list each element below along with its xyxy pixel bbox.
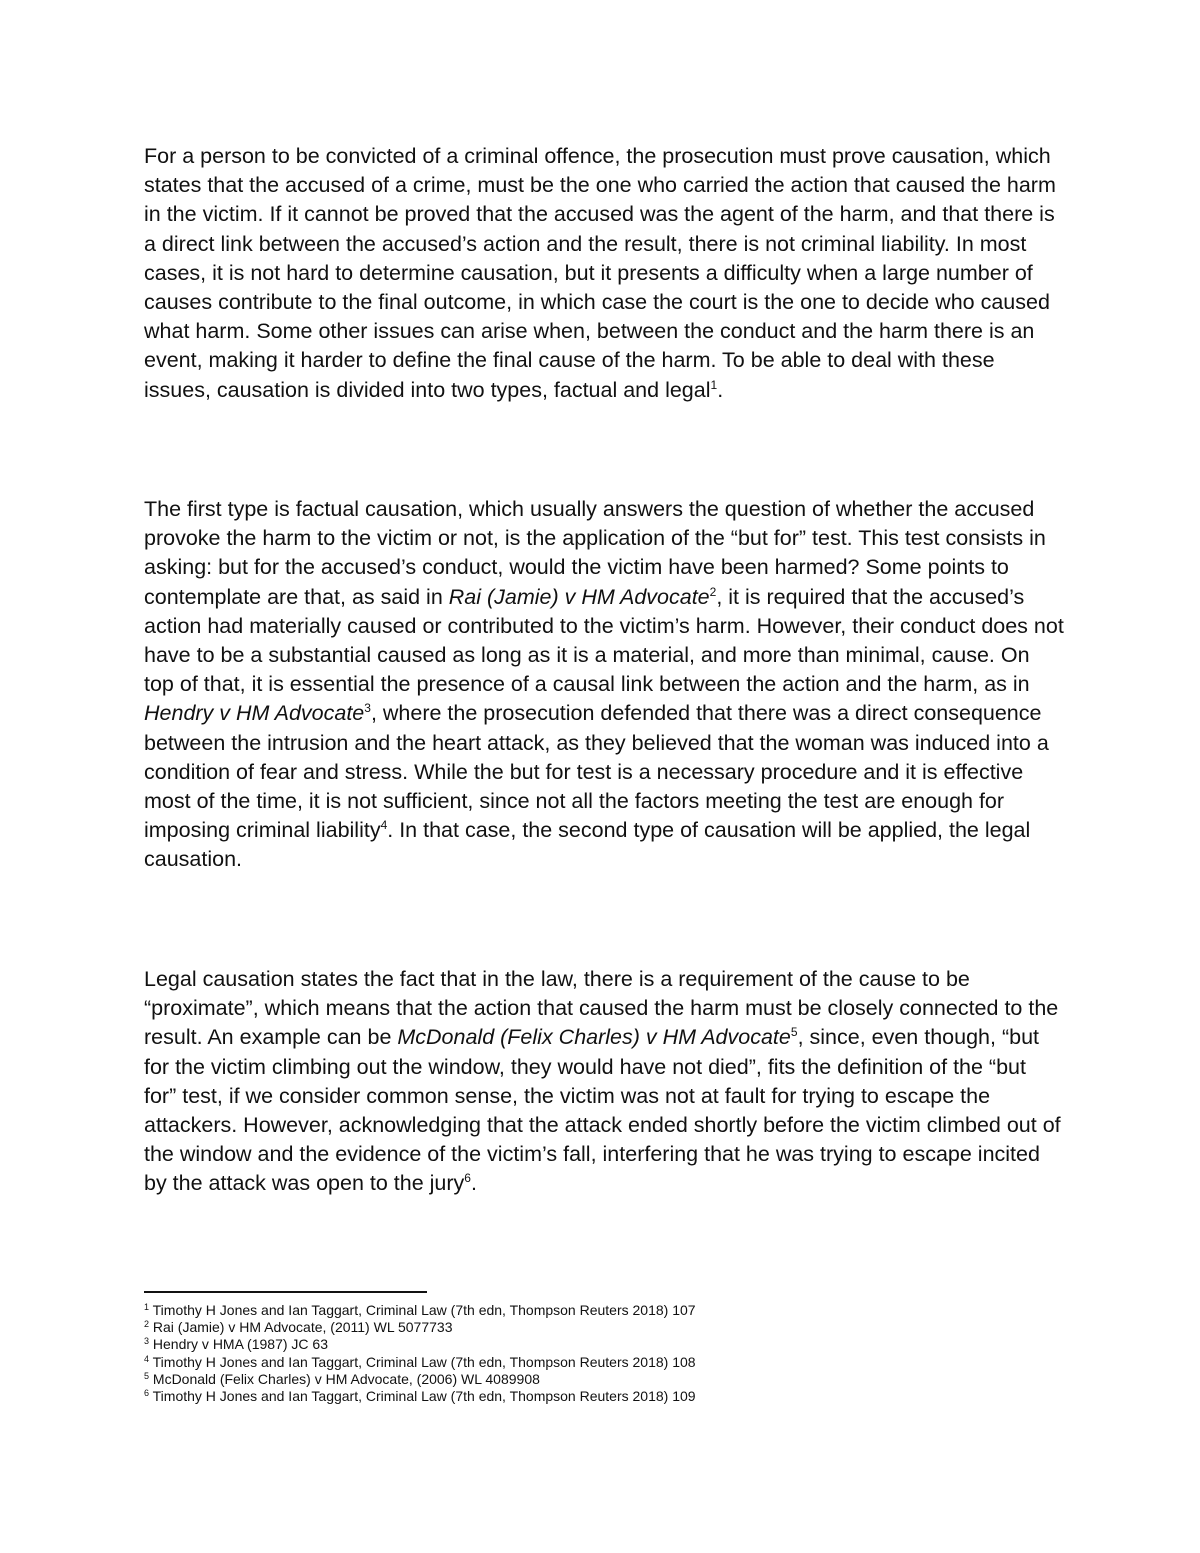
footnote-ref: 2 [709,584,717,599]
footnote-separator [144,1291,427,1293]
footnote-1: $^1$ Timothy H Jones and Ian Taggart, Criminal Law (7th edn, Thompson Reuters 2018) 107 [144,1302,696,1318]
case-name: Hendry v HM Advocate [144,701,365,726]
paragraph-causation-intro: For a person to be convicted of a criminal offence, the prosecution must prove causation, which states that the accused of a crime, must be the one who carried the action that caused the harm in the victim. If it cannot be proved that the accused was the agent of the harm, and that there is a direct link between the accused’s action and the result, there is not criminal liability. In most cases, it is not hard to determine causation, but it presents a difficulty when a large number of causes contribute to the final outcome, in which case the court is the one to decide who caused what harm. Some other issues can arise when, between the conduct and the harm there is an event, making it harder to define the final cause of the harm. To be able to deal with these issues, causation is divided into two types, factual and legal$^1$. [144,144,1056,402]
footnote-ref: 6 [464,1171,471,1186]
footnote-ref: 4 [380,818,388,833]
footnote-5: $^5$ McDonald (Felix Charles) v HM Advocate, (2006) WL 4089908 [144,1370,540,1387]
paragraph-legal-causation: Legal causation states the fact that in the law, there is a requirement of the cause to be “proximate”, which means that the action that caused the harm must be closely connected to the result. An example can be McDonald (Felix Charles) v HM Advocate$^5$, since, even though, “but for the victim climbing out the window, they would have not died”, fits the definition of the “but for” test, if we consider common sense, the victim was not at fault for trying to escape the attackers. However, acknowledging that the attack ended shortly before the victim climbed out of the window and the evidence of the victim’s fall, interfering that he was trying to escape incited by the attack was open to the jury$^6$. [144,967,1061,1196]
case-name: Rai (Jamie) v HM Advocate [448,584,710,609]
paragraph-factual-causation: The first type is factual causation, which usually answers the question of whether the accused provoke the harm to the victim or not, is the application of the “but for” test. This test consists in asking: but for the accused’s conduct, would the victim have been harmed? Some points to contemplate are that, as said in Rai (Jamie) v HM Advocate$^2$, it is required that the accused’s action had materially caused or contributed to the victim’s harm. However, their conduct does not have to be a substantial caused as long as it is a material, and more than minimal, cause. On top of that, it is essential the presence of a causal link between the action and the harm, as in Hendry v HM Advocate$^3$, where the prosecution defended that there was a direct consequence between the intrusion and the heart attack, as they believed that the woman was induced into a condition of fear and stress. While the but for test is a necessary procedure and it is effective most of the time, it is not sufficient, since not all the factors meeting the test are enough for imposing criminal liability$^4$. In that case, the second type of causation will be applied, the legal causation. [144,497,1064,872]
paragraph-text: For a person to be convicted of a criminal offence, the prosecution must prove causation, which states that the accused of a crime, must be the one who carried the action that caused the harm in the victim. If it cannot be proved that the accused was the agent of the harm, and that there is a direct link between the accused’s action and the result, there is not criminal liability. In most cases, it is not hard to determine causation, but it presents a difficulty when a large number of causes contribute to the final outcome, in which case the court is the one to decide who caused what harm. Some other issues can arise when, between the conduct and the harm there is an event, making it harder to define the final cause of the harm. To be able to deal with these issues, causation is divided into two types, factual and legal [144,144,1056,402]
footnote-2: $^2$ Rai (Jamie) v HM Advocate, (2011) WL 5077733 [144,1319,453,1336]
footnote-ref: 1 [710,377,718,392]
footnotes [144,1302,1044,1405]
footnote-ref: 3 [364,701,371,716]
footnote-ref: 5 [790,1025,798,1040]
footnote-3: $^3$ Hendry v HMA (1987) JC 63 [144,1336,328,1353]
footnote-6: $^6$ Timothy H Jones and Ian Taggart, Criminal Law (7th edn, Thompson Reuters 2018) 109 [144,1388,696,1405]
case-name: McDonald (Felix Charles) v HM Advocate [397,1025,791,1050]
footnote-4: $^4$ Timothy H Jones and Ian Taggart, Criminal Law (7th edn, Thompson Reuters 2018) 108 [144,1353,696,1370]
